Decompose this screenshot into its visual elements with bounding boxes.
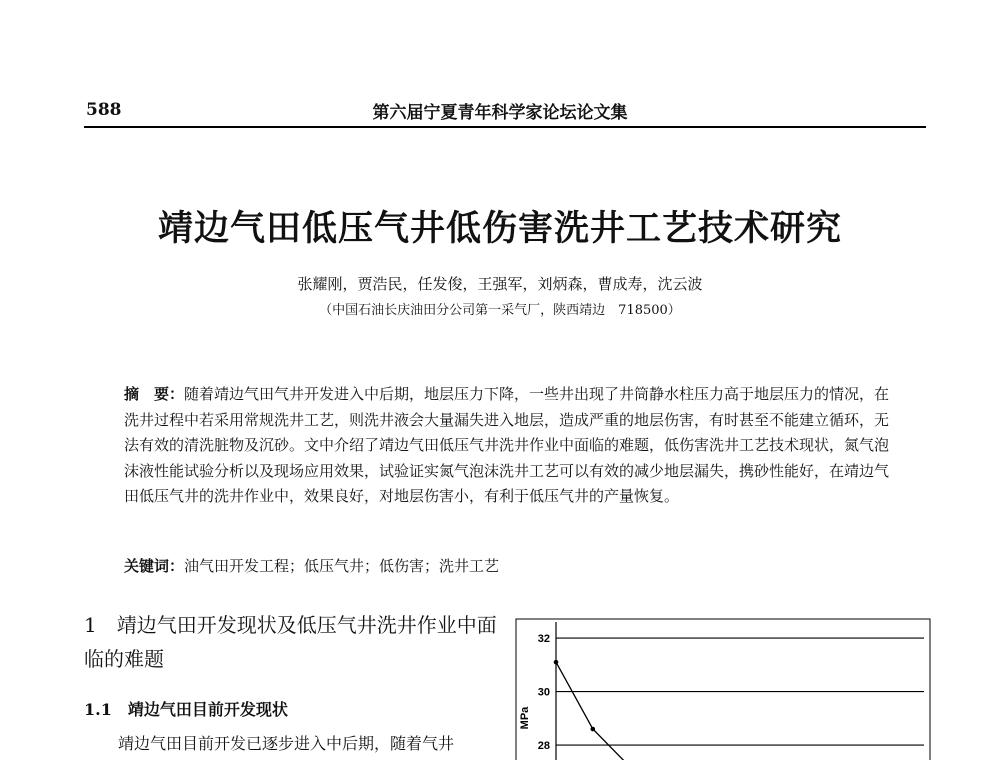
y-axis-label: MPa (519, 706, 531, 730)
keywords-label: 关键词： (124, 557, 185, 575)
chart-svg (512, 618, 932, 760)
page-number: 588 (86, 100, 122, 120)
keywords-text: 油气田开发工程；低压气井；低伤害；洗井工艺 (184, 557, 500, 575)
abstract (124, 382, 892, 510)
y-tick-label: 28 (537, 740, 550, 753)
subsection-heading: 1.1 靖边气田目前开发现状 (84, 700, 288, 719)
author-list: 张耀刚，贾浩民，任发俊，王强军，刘炳森，曹成寿，沈云波 (297, 275, 703, 293)
running-title: 第六届宁夏青年科学家论坛论文集 (372, 103, 628, 123)
affiliation: （中国石油长庆油田分公司第一采气厂，陕西靖边 718500） (319, 303, 681, 318)
abstract-text: 随着靖边气田气井开发进入中后期，地层压力下降，一些井出现了井筒静水柱压力高于地层压力的情况，在洗井过程中若采用常规洗井工艺，则洗井液会大量漏失进入地层，造成严重的地层伤害，有时甚至不能建立循环，无法有效的清洗脏物及沉砂。文中介绍了靖边气田低压气井洗井作业中面临的难题，低伤害洗井工艺技术现状，氮气泡沫液性能试验分析以及现场应用效果，试验证实氮气泡沫洗井工艺可以有效的减少地层漏失，携砂性能好，在靖边气田低压气井的洗井作业中，效果良好，对地层伤害小，有利于低压气井的产量恢复。 (124, 385, 890, 505)
data-point (554, 660, 559, 665)
data-point (591, 727, 596, 732)
y-tick-label: 32 (537, 633, 550, 646)
header-rule (84, 126, 926, 128)
abstract-label: 摘 要： (124, 385, 185, 403)
chart-frame (516, 619, 930, 760)
keywords (124, 555, 892, 576)
y-tick-label: 30 (537, 686, 550, 699)
body-paragraph: 靖边气田目前开发已逐步进入中后期，随着气井 (118, 734, 455, 753)
pressure-chart (512, 618, 932, 764)
paper-title: 靖边气田低压气井低伤害洗井工艺技术研究 (157, 208, 842, 249)
section-heading: 1 靖边气田开发现状及低压气井洗井作业中面临的难题 (84, 613, 497, 671)
